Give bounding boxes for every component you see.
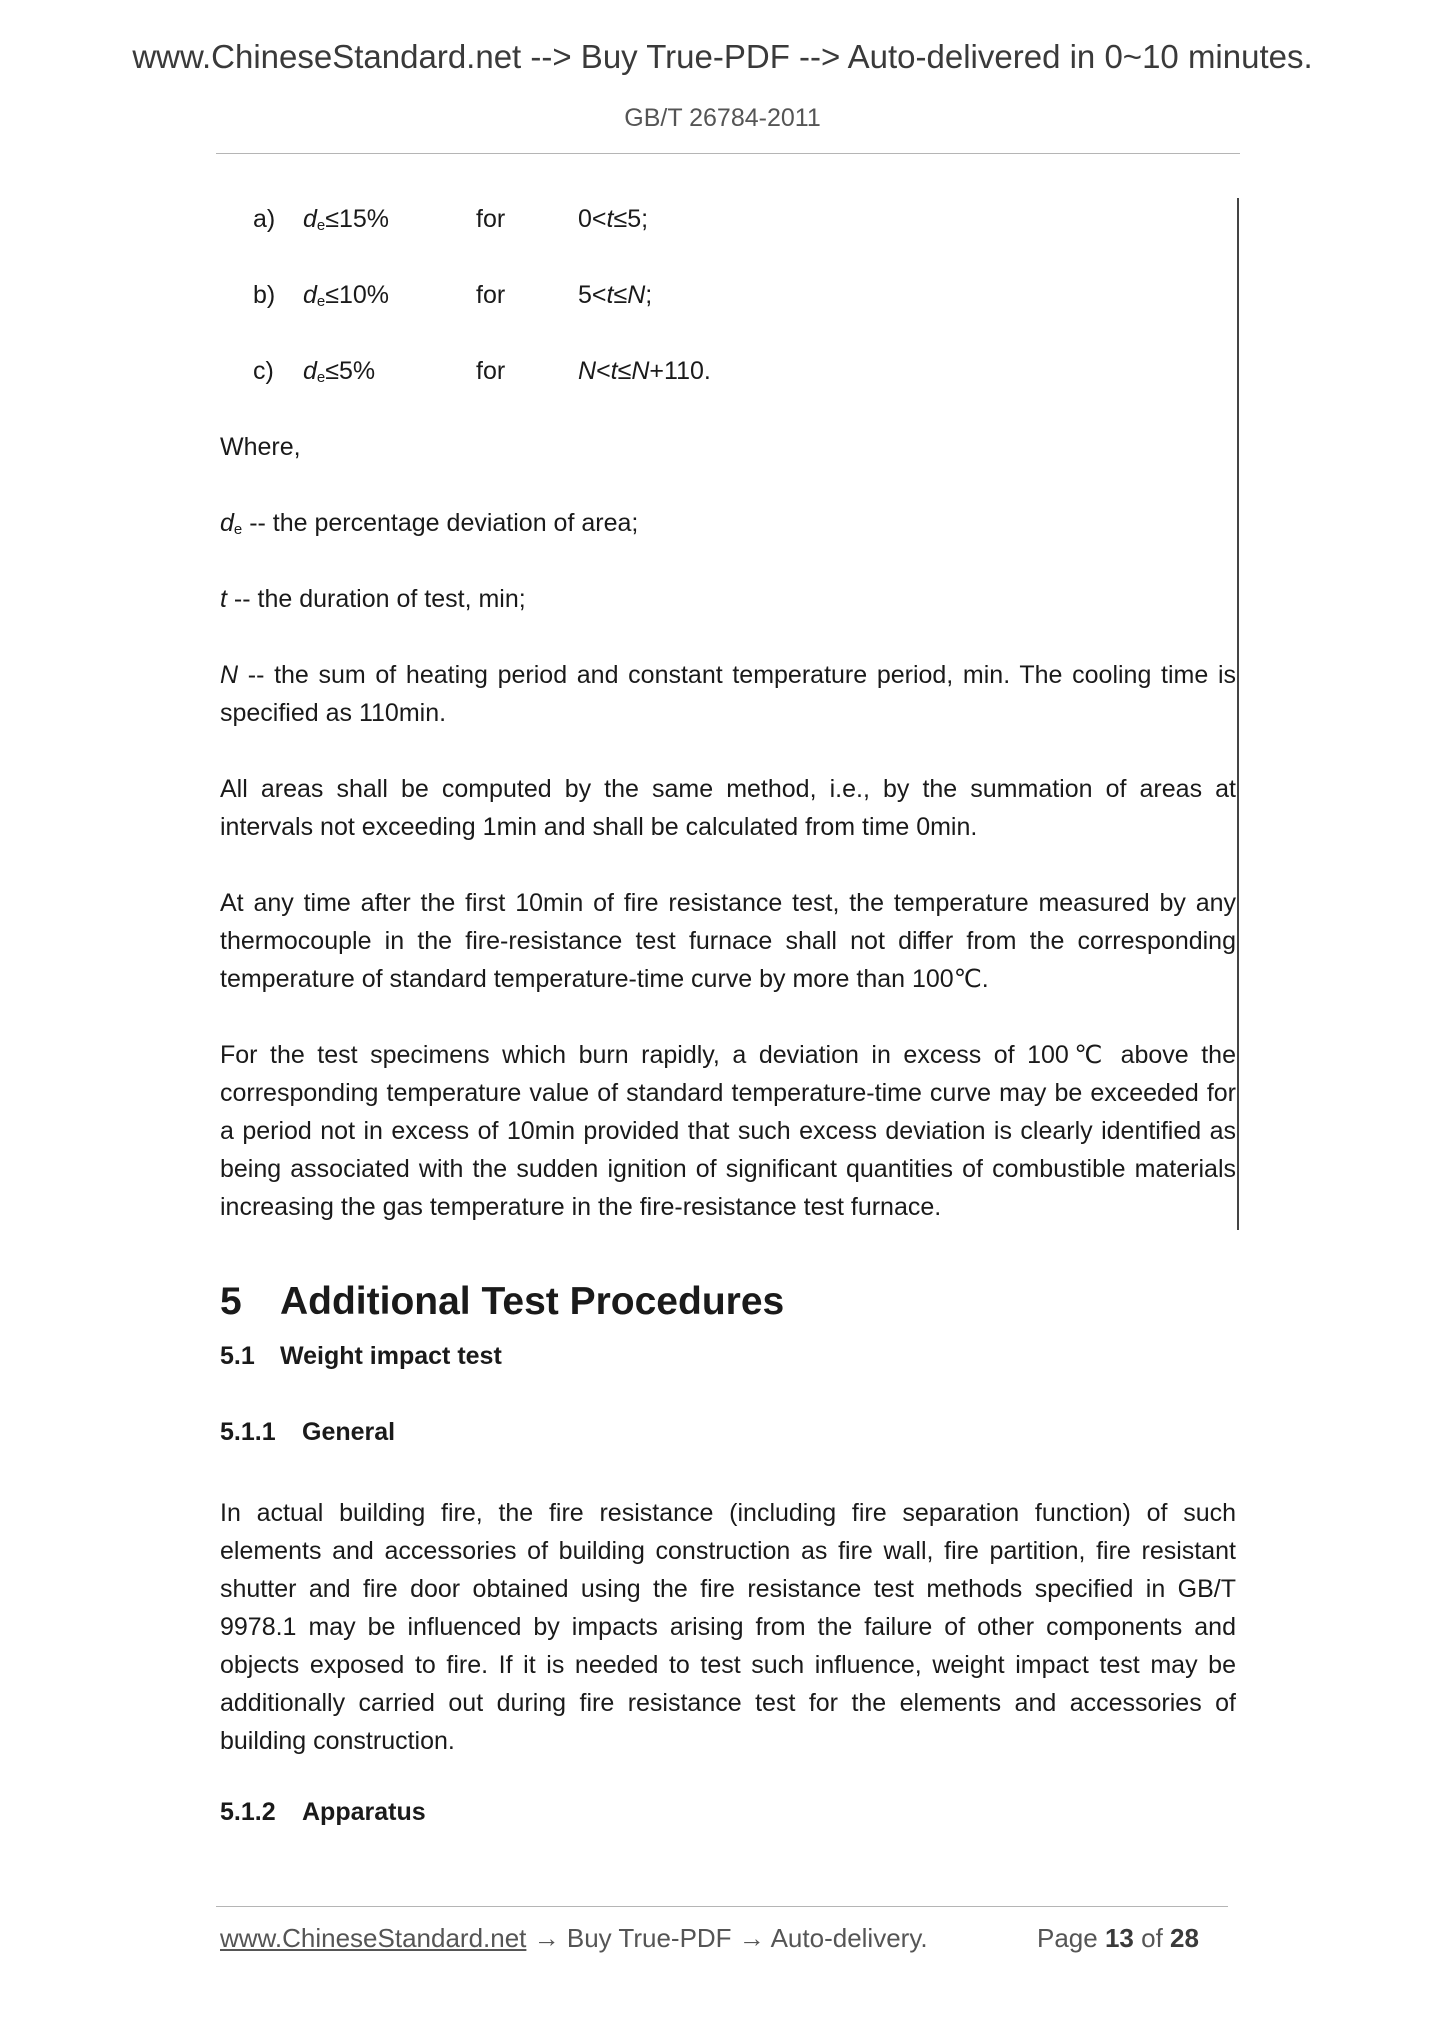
definition-n: N -- the sum of heating period and constant temperature period, min. The cooling time is specified as 110min. bbox=[220, 661, 1236, 727]
paragraph-temperature-limit: At any time after the first 10min of fire resistance test, the temperature measured by any thermocouple in the fire-resistance test furnace shall not differ from the corresponding temperature of standard temperature-time curve by more than 100℃. bbox=[220, 889, 1236, 993]
paragraph-general: In actual building fire, the fire resistance (including fire separation function) of such elements and accessories of building construction as fire wall, fire partition, fire resistant shutter and fire door obtained using the fire resistance test methods specified in GB/T 9978.1 may be influenced by impacts arising from the failure of other components and objects exposed to fire. If it is needed to test such influence, weight impact test may be additionally carried out during fire resistance test for the elements and accessories of building construction. bbox=[220, 1499, 1236, 1755]
page-number: 13 bbox=[1104, 1923, 1134, 1953]
page-indicator: Page 13 of 28 bbox=[1037, 1923, 1199, 1953]
paragraph-rapid-burn: For the test specimens which burn rapidly, a deviation in excess of 100℃ above the corresponding temperature value of standard temperature-time curve may be exceeded for a period not in excess of 10min provided that such excess deviation is clearly identified as being associated with the sudden ignition of significant quantities of combustible materials increasing the gas temperature in the fire-resistance test furnace. bbox=[220, 1041, 1236, 1221]
footer-promo: www.ChineseStandard.net → Buy True-PDF → Auto-delivery. bbox=[220, 1923, 928, 1953]
paragraph-areas: All areas shall be computed by the same method, i.e., by the summation of areas at intervals not exceeding 1min and shall be calculated from time 0min. bbox=[220, 775, 1236, 841]
header-divider bbox=[216, 153, 1240, 154]
footer-buy-link[interactable]: Buy True-PDF bbox=[566, 1923, 732, 1953]
top-banner[interactable]: www.ChineseStandard.net --> Buy True-PDF --> Auto-delivered in 0~10 minutes. bbox=[132, 38, 1313, 75]
definition-t: t -- the duration of test, min; bbox=[220, 585, 526, 613]
change-bar bbox=[1237, 198, 1239, 1230]
standard-code: GB/T 26784-2011 bbox=[624, 104, 821, 132]
page-total: 28 bbox=[1170, 1923, 1199, 1953]
footer-divider bbox=[216, 1906, 1228, 1907]
where-label: Where, bbox=[220, 433, 301, 461]
footer-link[interactable]: www.ChineseStandard.net bbox=[220, 1923, 527, 1953]
definition-de: $d_e$ -- the percentage deviation of area; bbox=[220, 509, 639, 538]
